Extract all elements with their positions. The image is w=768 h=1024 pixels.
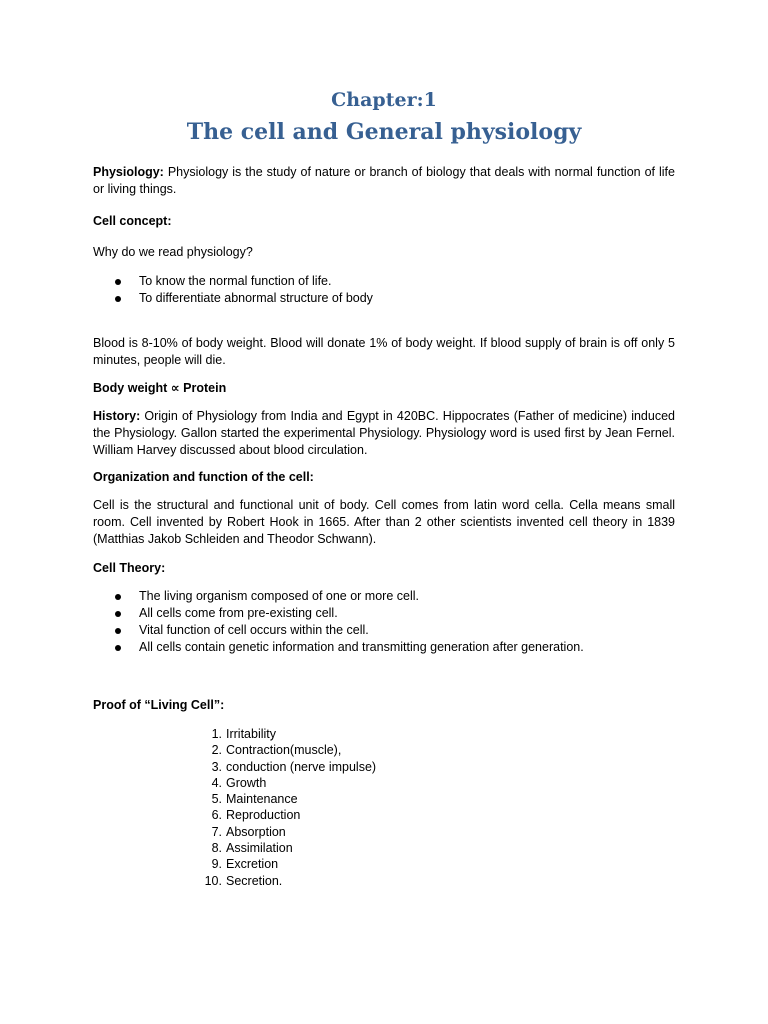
list-item: 3. conduction (nerve impulse) <box>211 759 377 774</box>
chapter-number: Chapter:1 <box>331 89 437 111</box>
list-item: All cells come from pre-existing cell. <box>93 605 675 622</box>
cell-theory-list <box>93 588 675 656</box>
list-item: 2. Contraction(muscle), <box>211 743 342 758</box>
why-question: Why do we read physiology? <box>93 245 253 259</box>
list-item: All cells contain genetic information and transmitting generation after generation. <box>93 639 675 656</box>
why-list <box>93 273 675 307</box>
bullet-icon <box>115 611 121 617</box>
bullet-icon <box>115 594 121 600</box>
cell-concept-heading: Cell concept: <box>93 214 172 228</box>
list-item: The living organism composed of one or more cell. <box>93 588 675 605</box>
bullet-icon <box>115 279 121 285</box>
proof-heading: Proof of “Living Cell”: <box>93 698 225 712</box>
body-weight-heading: Body weight ∝ Protein <box>93 381 227 395</box>
history-label: History: <box>93 409 141 423</box>
document-page <box>93 0 675 1024</box>
list-item: 10. Secretion. <box>204 873 283 888</box>
list-item: 5. Maintenance <box>211 792 298 807</box>
history-text: Origin of Physiology from India and Egypt in 420BC. Hippocrates (Father of medicine) induced the Physiology. Gallon started the experimental Physiology. Physiology word is used first by Jean Fernel. William Harvey discussed about blood circulation. <box>93 409 675 457</box>
list-item: To differentiate abnormal structure of body <box>93 290 675 307</box>
list-item: 1. Irritability <box>211 727 277 741</box>
proof-list <box>93 726 675 889</box>
blood-paragraph: Blood is 8-10% of body weight. Blood will donate 1% of body weight. If blood supply of brain is off only 5 minutes, people will die. <box>93 336 675 367</box>
organization-heading: Organization and function of the cell: <box>93 470 314 484</box>
organization-paragraph: Cell is the structural and functional unit of body. Cell comes from latin word cella. Cella means small room. Cell invented by Robert Hook in 1665. After than 2 other scientists invented cell theory in 1839 (Matthias Jakob Schleiden and Theodor Schwann). <box>93 498 675 546</box>
history-paragraph <box>93 408 675 459</box>
bullet-icon <box>115 628 121 634</box>
bullet-icon <box>115 645 121 651</box>
list-item: 6. Reproduction <box>211 808 301 823</box>
list-item: 7. Absorption <box>211 824 286 839</box>
list-item: Vital function of cell occurs within the cell. <box>93 622 675 639</box>
physiology-definition <box>93 164 675 198</box>
physiology-text: Physiology is the study of nature or branch of biology that deals with normal function of life or living things. <box>93 165 675 196</box>
list-item: To know the normal function of life. <box>93 273 675 290</box>
list-item: 4. Growth <box>211 775 267 790</box>
bullet-icon <box>115 296 121 302</box>
physiology-label: Physiology: <box>93 165 164 179</box>
cell-theory-heading: Cell Theory: <box>93 561 166 575</box>
chapter-title: The cell and General physiology <box>186 119 582 145</box>
list-item: 8. Assimilation <box>211 841 293 856</box>
list-item: 9. Excretion <box>211 857 279 872</box>
